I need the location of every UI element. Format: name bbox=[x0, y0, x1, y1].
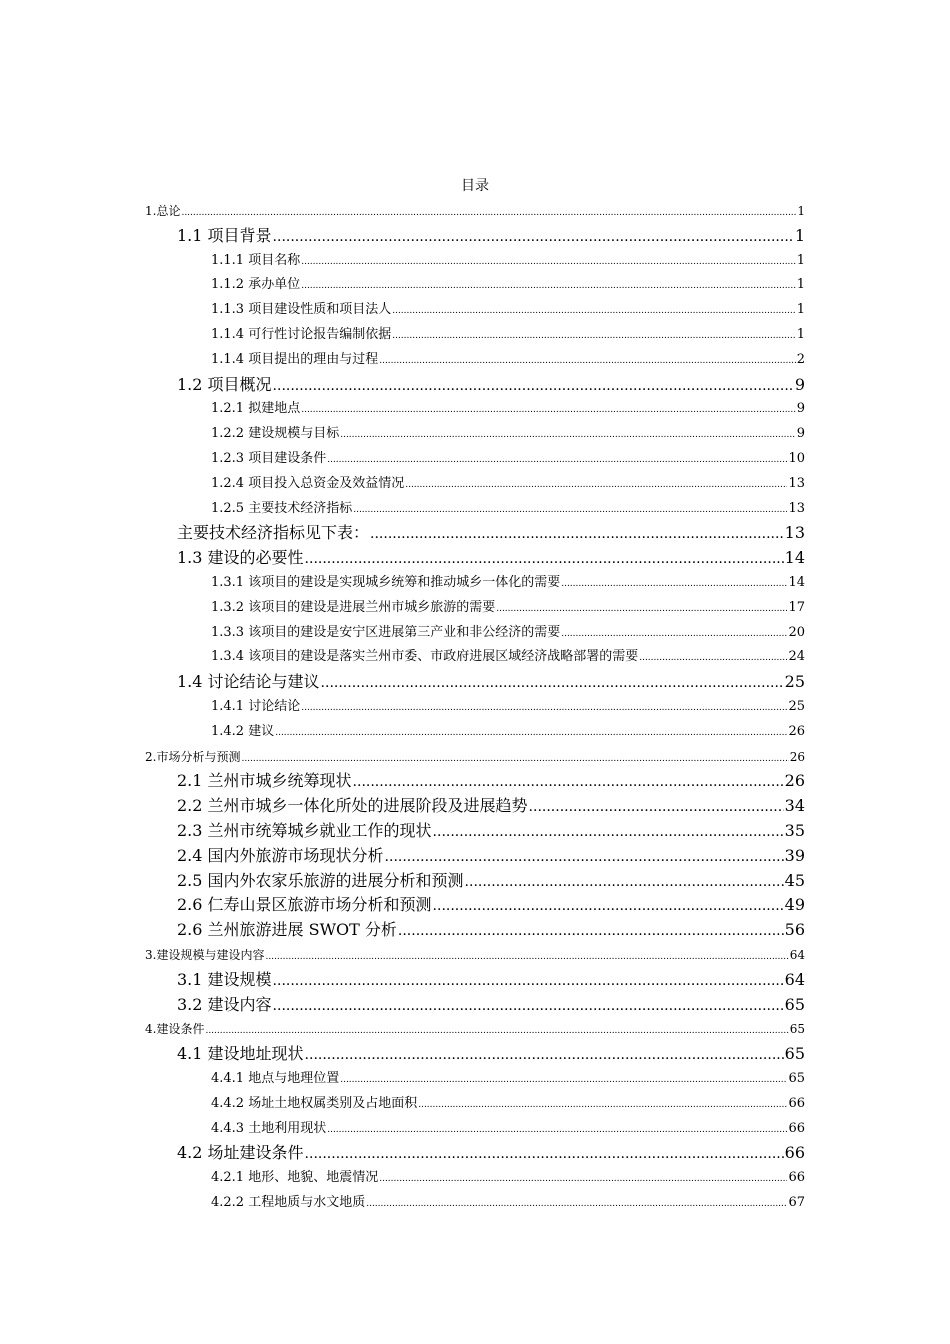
toc-entry[interactable] bbox=[211, 1191, 805, 1216]
dot-leader bbox=[321, 671, 784, 695]
toc-entry-label: 2.6 仁寿山景区旅游市场分析和预测 bbox=[177, 895, 432, 915]
toc-entry[interactable] bbox=[177, 670, 805, 695]
toc-entry-page-number: 66 bbox=[788, 1120, 805, 1136]
toc-entry-page-number: 1 bbox=[797, 204, 805, 218]
dot-leader bbox=[496, 597, 787, 621]
toc-entry[interactable] bbox=[177, 224, 805, 249]
toc-entry-label: 4.4.3 土地利用现状 bbox=[211, 1120, 327, 1136]
toc-entry[interactable] bbox=[145, 943, 805, 969]
dot-leader bbox=[273, 969, 784, 993]
toc-entry-page-number: 1 bbox=[796, 277, 805, 293]
toc-entry-page-number: 2 bbox=[796, 351, 805, 367]
toc-entry[interactable] bbox=[145, 199, 805, 225]
toc-entry-page-number: 65 bbox=[784, 1044, 805, 1064]
toc-entry-page-number: 35 bbox=[784, 821, 805, 840]
toc-entry-label: 1.3.1 该项目的建设是实现城乡统筹和推动城乡一体化的需要 bbox=[211, 575, 561, 590]
toc-entry-page-number: 13 bbox=[784, 523, 805, 543]
toc-entry-page-number: 9 bbox=[796, 401, 805, 417]
toc-entry-page-number: 66 bbox=[788, 1095, 805, 1111]
dot-leader bbox=[205, 1019, 788, 1043]
toc-entry-page-number: 13 bbox=[788, 500, 805, 516]
toc-entry-label: 4.4.1 地点与地理位置 bbox=[211, 1071, 340, 1086]
toc-entry-label: 1.2 项目概况 bbox=[177, 374, 272, 394]
toc-entry[interactable] bbox=[177, 893, 805, 918]
toc-entry-page-number: 1 bbox=[796, 302, 805, 318]
dot-leader bbox=[340, 1068, 787, 1092]
dot-leader bbox=[398, 919, 784, 943]
toc-entry[interactable] bbox=[211, 1117, 805, 1142]
toc-entry[interactable] bbox=[145, 745, 805, 771]
toc-entry[interactable] bbox=[211, 645, 805, 670]
toc-entry-label: 2.6 兰州旅游进展 SWOT 分析 bbox=[177, 920, 397, 940]
dot-leader bbox=[181, 201, 796, 225]
toc-entry-page-number: 39 bbox=[784, 845, 805, 865]
toc-entry[interactable] bbox=[177, 769, 805, 794]
dot-leader bbox=[327, 1118, 787, 1142]
toc-entry-label: 1.3 建设的必要性 bbox=[177, 548, 304, 568]
toc-entry-page-number: 25 bbox=[784, 672, 805, 692]
toc-entry-page-number: 65 bbox=[789, 1022, 805, 1037]
toc-entry[interactable] bbox=[177, 373, 805, 398]
toc-entry-label: 1.3.2 该项目的建设是进展兰州市城乡旅游的需要 bbox=[211, 599, 496, 615]
dot-leader bbox=[392, 324, 796, 348]
toc-entry[interactable] bbox=[177, 546, 805, 571]
toc-entry[interactable] bbox=[177, 869, 805, 894]
toc-entry[interactable] bbox=[211, 720, 805, 745]
toc-entry[interactable] bbox=[211, 497, 805, 522]
toc-entry-page-number: 64 bbox=[789, 948, 805, 962]
toc-entry[interactable] bbox=[211, 472, 805, 497]
toc-entry-label: 1.1.3 项目建设性质和项目法人 bbox=[211, 302, 392, 318]
toc-entry[interactable] bbox=[211, 249, 805, 274]
dot-leader bbox=[561, 572, 787, 596]
dot-leader bbox=[241, 747, 788, 771]
toc-entry[interactable] bbox=[177, 968, 805, 993]
toc-entry-label: 4.建设条件 bbox=[145, 1022, 205, 1037]
toc-entry-label: 4.2 场址建设条件 bbox=[177, 1143, 304, 1163]
toc-entry[interactable] bbox=[211, 1092, 805, 1117]
toc-entry-page-number: 20 bbox=[788, 624, 805, 640]
toc-entry-page-number: 26 bbox=[789, 749, 805, 764]
toc-entry-page-number: 64 bbox=[784, 969, 805, 989]
dot-leader bbox=[392, 299, 796, 323]
toc-entry-label: 1.2.4 项目投入总资金及效益情况 bbox=[211, 475, 405, 491]
toc-entry-label: 1.2.3 项目建设条件 bbox=[211, 451, 327, 466]
toc-entry-label: 2.市场分析与预测 bbox=[145, 749, 241, 764]
toc-entry[interactable] bbox=[211, 348, 805, 373]
toc-entry-label: 3.1 建设规模 bbox=[177, 969, 272, 989]
dot-leader bbox=[275, 721, 787, 745]
dot-leader bbox=[385, 845, 784, 869]
dot-leader bbox=[301, 696, 787, 720]
toc-entry-label: 4.4.2 场址土地权属类别及占地面积 bbox=[211, 1095, 418, 1111]
toc-entry[interactable] bbox=[211, 397, 805, 422]
toc-entry-label: 1.3.3 该项目的建设是安宁区进展第三产业和非公经济的需要 bbox=[211, 624, 561, 640]
toc-entry-label: 1.1.1 项目名称 bbox=[211, 252, 301, 268]
dot-leader bbox=[305, 1043, 784, 1067]
dot-leader bbox=[433, 820, 784, 844]
toc-entry[interactable] bbox=[211, 298, 805, 323]
toc-entry-label: 2.5 国内外农家乐旅游的进展分析和预测 bbox=[177, 870, 464, 890]
toc-entry-label: 1.3.4 该项目的建设是落实兰州市委、市政府进展区域经济战略部署的需要 bbox=[211, 649, 639, 665]
toc-entry-label: 1.总论 bbox=[145, 204, 181, 218]
dot-leader bbox=[301, 274, 796, 298]
toc-entry[interactable] bbox=[177, 918, 805, 943]
toc-entry[interactable] bbox=[211, 1166, 805, 1191]
toc-entry-label: 主要技术经济指标见下表： bbox=[177, 523, 370, 543]
dot-leader bbox=[370, 522, 784, 546]
toc-entry[interactable] bbox=[211, 422, 805, 447]
toc-entry-page-number: 56 bbox=[784, 920, 805, 940]
toc-entry-page-number: 13 bbox=[788, 475, 805, 491]
toc-entry[interactable] bbox=[211, 621, 805, 646]
dot-leader bbox=[353, 770, 784, 794]
toc-entry-page-number: 1 bbox=[796, 252, 805, 268]
dot-leader bbox=[418, 1093, 787, 1117]
toc-entry[interactable] bbox=[211, 1067, 805, 1092]
toc-entry-page-number: 9 bbox=[796, 426, 805, 442]
dot-leader bbox=[305, 1142, 784, 1166]
toc-entry-page-number: 25 bbox=[788, 699, 805, 714]
toc-entry-label: 1.1.2 承办单位 bbox=[211, 277, 301, 293]
toc-entry-page-number: 66 bbox=[788, 1170, 805, 1186]
dot-leader bbox=[433, 894, 784, 918]
toc-entry-page-number: 10 bbox=[788, 451, 805, 466]
toc-entry-page-number: 24 bbox=[788, 649, 805, 665]
toc-entry[interactable] bbox=[145, 1017, 805, 1043]
toc-entry-page-number: 17 bbox=[788, 599, 805, 615]
toc-entry-label: 1.2.5 主要技术经济指标 bbox=[211, 500, 353, 516]
dot-leader bbox=[301, 250, 796, 274]
dot-leader bbox=[366, 1192, 787, 1216]
dot-leader bbox=[273, 225, 794, 249]
toc-entry-page-number: 26 bbox=[784, 771, 805, 791]
dot-leader bbox=[301, 398, 796, 422]
toc-entry-label: 4.2.2 工程地质与水文地质 bbox=[211, 1195, 366, 1210]
dot-leader bbox=[327, 448, 787, 472]
dot-leader bbox=[379, 1167, 787, 1191]
toc-entry[interactable] bbox=[177, 521, 805, 546]
toc-entry-page-number: 49 bbox=[784, 895, 805, 915]
toc-entry-page-number: 1 bbox=[794, 225, 805, 245]
toc-entry[interactable] bbox=[177, 844, 805, 869]
toc-entry-label: 3.建设规模与建设内容 bbox=[145, 948, 265, 962]
dot-leader bbox=[465, 870, 784, 894]
toc-entry-page-number: 9 bbox=[794, 374, 805, 394]
toc-entry-page-number: 14 bbox=[788, 575, 805, 590]
toc-entry[interactable] bbox=[177, 993, 805, 1018]
toc-entry-label: 3.2 建设内容 bbox=[177, 994, 272, 1014]
toc-entry-label: 1.1 项目背景 bbox=[177, 225, 272, 245]
toc-entry[interactable] bbox=[211, 323, 805, 348]
dot-leader bbox=[379, 349, 796, 373]
dot-leader bbox=[340, 423, 796, 447]
toc-entry-label: 2.4 国内外旅游市场现状分析 bbox=[177, 845, 384, 865]
toc-title: 目录 bbox=[461, 178, 489, 194]
toc-entry[interactable] bbox=[211, 596, 805, 621]
toc-entry[interactable] bbox=[211, 695, 805, 720]
toc-entry-label: 1.4 讨论结论与建议 bbox=[177, 672, 320, 692]
toc-entry-page-number: 66 bbox=[784, 1143, 805, 1163]
dot-leader bbox=[353, 498, 787, 522]
toc-entry-page-number: 45 bbox=[784, 870, 805, 890]
dot-leader bbox=[639, 646, 787, 670]
toc-entry-page-number: 65 bbox=[784, 994, 805, 1014]
dot-leader bbox=[405, 473, 787, 497]
toc-entry[interactable] bbox=[211, 447, 805, 472]
toc-entry[interactable] bbox=[177, 794, 805, 819]
toc-entry-label: 2.2 兰州市城乡一体化所处的进展阶段及进展趋势 bbox=[177, 796, 528, 816]
dot-leader bbox=[265, 945, 788, 969]
dot-leader bbox=[273, 994, 784, 1018]
toc-entry-page-number: 26 bbox=[788, 723, 805, 739]
toc-entry[interactable] bbox=[177, 819, 805, 844]
dot-leader bbox=[529, 795, 784, 819]
toc-entry-page-number: 1 bbox=[796, 327, 805, 342]
dot-leader bbox=[273, 374, 794, 398]
toc-entry-label: 1.2.2 建设规模与目标 bbox=[211, 426, 340, 442]
dot-leader bbox=[305, 547, 784, 571]
toc-entry-label: 1.1.4 可行性讨论报告编制依据 bbox=[211, 327, 392, 342]
toc-entry-label: 1.4.1 讨论结论 bbox=[211, 699, 301, 714]
toc-entry-label: 1.2.1 拟建地点 bbox=[211, 401, 301, 417]
toc-entry-page-number: 34 bbox=[784, 796, 805, 816]
toc-entry-label: 4.2.1 地形、地貌、地震情况 bbox=[211, 1170, 379, 1186]
toc-entry-label: 1.1.4 项目提出的理由与过程 bbox=[211, 351, 379, 367]
toc-entry-page-number: 67 bbox=[788, 1195, 805, 1210]
toc-entry-label: 2.3 兰州市统筹城乡就业工作的现状 bbox=[177, 821, 432, 840]
toc-entry[interactable] bbox=[211, 273, 805, 298]
toc-entry[interactable] bbox=[211, 571, 805, 596]
toc-entry-label: 2.1 兰州市城乡统筹现状 bbox=[177, 771, 352, 791]
dot-leader bbox=[561, 622, 787, 646]
toc-entry-label: 4.1 建设地址现状 bbox=[177, 1044, 304, 1064]
toc-entry-page-number: 14 bbox=[784, 548, 805, 568]
toc-entry[interactable] bbox=[177, 1042, 805, 1067]
toc-entry-label: 1.4.2 建议 bbox=[211, 723, 275, 739]
toc-entry-page-number: 65 bbox=[788, 1071, 805, 1086]
toc-entry[interactable] bbox=[177, 1141, 805, 1166]
